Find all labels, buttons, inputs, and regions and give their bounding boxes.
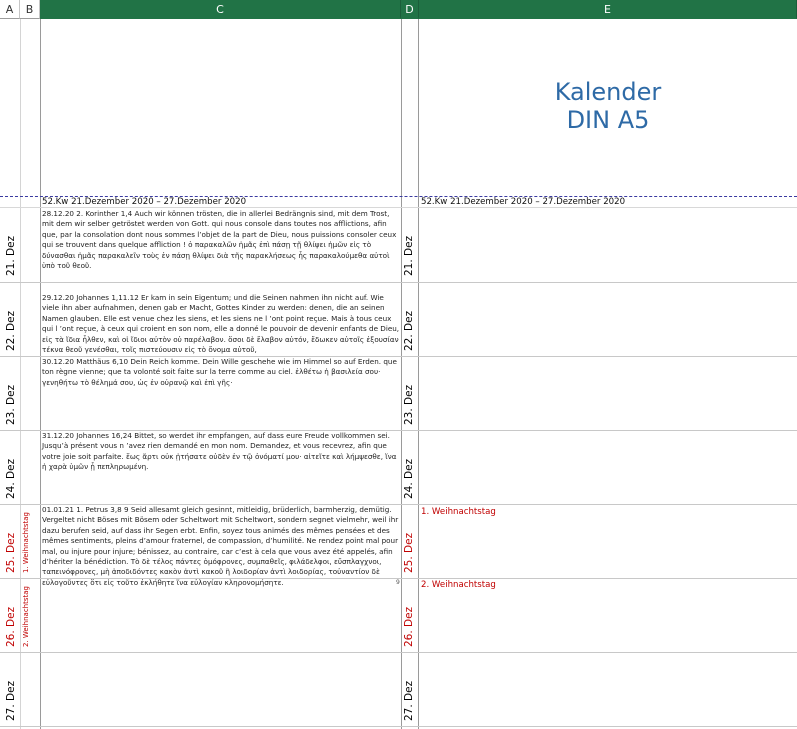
day-label-right[interactable]: 24. Dez: [403, 458, 415, 499]
day-label-right[interactable]: 21. Dez: [403, 235, 415, 276]
day-label-left[interactable]: 21. Dez: [5, 235, 17, 276]
day-label-right[interactable]: 27. Dez: [403, 680, 415, 721]
grid-line: [40, 19, 41, 729]
grid-line: [0, 282, 797, 283]
grid-line: [20, 19, 21, 729]
column-header-c[interactable]: C: [40, 0, 401, 19]
day-label-left[interactable]: 26. Dez: [5, 606, 17, 647]
verse-text[interactable]: 31.12.20 Johannes 16,24 Bittet, so werdet ihr empfangen, auf dass eure Freude vollkommen sei. Jusqu’à présent vous n ’avez rien demandé en mon nom. Demandez, et vous recevrez, afin que votre joie soit parfaite. ἕως ἄρτι οὐκ ᾐτήσατε οὐδὲν ἐν τῷ ὀνόματί μου· αἰτεῖτε καὶ λήμψεσθε, ἵνα ἡ χαρὰ ὑμῶν ᾖ πεπληρωμένη.: [42, 431, 397, 472]
day-label-right[interactable]: 25. Dez: [403, 532, 415, 573]
holiday-label-vertical[interactable]: 2. Weihnachtstag: [22, 586, 30, 647]
day-label-left[interactable]: 25. Dez: [5, 532, 17, 573]
day-label-right[interactable]: 22. Dez: [403, 310, 415, 351]
title-line-2: DIN A5: [566, 106, 650, 134]
grid-line: [401, 19, 402, 729]
grid-line: [0, 726, 797, 727]
verse-text[interactable]: [42, 579, 400, 651]
day-label-right[interactable]: 23. Dez: [403, 384, 415, 425]
day-label-left[interactable]: 27. Dez: [5, 680, 17, 721]
day-label-left[interactable]: 23. Dez: [5, 384, 17, 425]
verse-text[interactable]: 29.12.20 Johannes 1,11.12 Er kam in sein Eigentum; und die Seinen nahmen ihn nicht auf. Wie viele ihn aber aufnahmen, denen gab er Macht, Gottes Kinder zu werden: denen, die an seinen Namen glauben. Elle est venue chez les siens, et les siens ne l ’ont point reçue. Mais à tous ceux qui l ’ont reçue, à ceux qui croient en son nom, elle a donné le pouvoir de devenir enfants de Dieu, εἰς τὰ ἴδια ἦλθεν, καὶ οἱ ἴδιοι αὐτὸν οὐ παρέλαβον. ὅσοι δὲ ἔλαβον αὐτόν, ἔδωκεν αὐτοῖς ἐξουσίαν τέκνα θεοῦ γενέσθαι, τοῖς πιστεύουσιν εἰς τὸ ὄνομα αὐτοῦ,: [42, 293, 400, 355]
holiday-label[interactable]: 1. Weihnachtstag: [421, 507, 496, 517]
holiday-label[interactable]: 2. Weihnachtstag: [421, 580, 496, 590]
calendar-title[interactable]: [419, 78, 797, 134]
verse-text[interactable]: 01.01.21 1. Petrus 3,8 9 Seid allesamt gleich gesinnt, mitleidig, brüderlich, barmherzig, demütig. Vergeltet nicht Böses mit Bösem oder Scheltwort mit Scheltwort, sondern segnet vielmehr, weil ihr dazu berufen seid, auf dass ihr Segen erbt. Enfin, soyez tous animés des mêmes pensées et des mêmes sentiments, pleins d’amour fraternel, de compassion, d’humilité. Ne rendez point mal pour mal, ou injure pour injure; bénissez, au contraire, car c’est à cela que vous avez été appelés, afin d’hériter la bénédiction. Τὸ δὲ τέλος πάντες ὁμόφρονες, συμπαθεῖς, φιλάδελφοι, εὔσπλαγχνοι, ταπεινόφρονες, μὴ ἀποδιδόντες κακὸν ἀντὶ κακοῦ ἢ λοιδορίαν ἀντὶ λοιδορίας, τοὐναντίον δὲ εὐλογοῦντες ὅτι εἰς τοῦτο ἐκλήθητε ἵνα εὐλογίαν κληρονομήσητε.: [42, 505, 399, 587]
week-header-left[interactable]: 52.Kw 21.Dezember 2020 – 27.Dezember 2020: [42, 197, 247, 207]
cell-mark: 9: [396, 579, 400, 586]
verse-text[interactable]: 28.12.20 2. Korinther 1,4 Auch wir können trösten, die in allerlei Bedrängnis sind, mit dem Trost, mit dem wir selber getröstet werden von Gott. qui nous console dans toutes nos afflictions, afin que, par la consolation dont nous sommes l’objet de la part de Dieu, nous puissions consoler ceux qui se trouvent dans quelque affliction ! ὁ παρακαλῶν ἡμᾶς ἐπὶ πάσῃ τῇ θλίψει ἡμῶν εἰς τὸ δύνασθαι ἡμᾶς παρακαλεῖν τοὺς ἐν πάσῃ θλίψει διὰ τῆς παρακλήσεως ἧς παρακαλούμεθα αὐτοὶ ὑπὸ τοῦ θεοῦ.: [42, 209, 397, 271]
column-header-d[interactable]: D: [401, 0, 419, 19]
column-header-b[interactable]: B: [20, 0, 40, 19]
day-label-left[interactable]: 24. Dez: [5, 458, 17, 499]
holiday-label-vertical[interactable]: 1. Weihnachtstag: [22, 512, 30, 573]
day-label-right[interactable]: 26. Dez: [403, 606, 415, 647]
verse-text[interactable]: 30.12.20 Matthäus 6,10 Dein Reich komme. Dein Wille geschehe wie im Himmel so auf Erden. que ton règne vienne; que ta volonté soit faite sur la terre comme au ciel. ἐλθέτω ἡ βασιλεία σου· γενηθήτω τὸ θέλημά σου, ὡς ἐν οὐρανῷ καὶ ἐπὶ γῆς·: [42, 357, 397, 387]
verse-text[interactable]: [42, 653, 400, 725]
week-header-right[interactable]: 52.Kw 21.Dezember 2020 – 27.Dezember 2020: [421, 197, 626, 207]
title-line-1: Kalender: [554, 78, 662, 106]
day-label-left[interactable]: 22. Dez: [5, 310, 17, 351]
column-header-a[interactable]: A: [0, 0, 20, 19]
column-header-e[interactable]: E: [419, 0, 797, 19]
